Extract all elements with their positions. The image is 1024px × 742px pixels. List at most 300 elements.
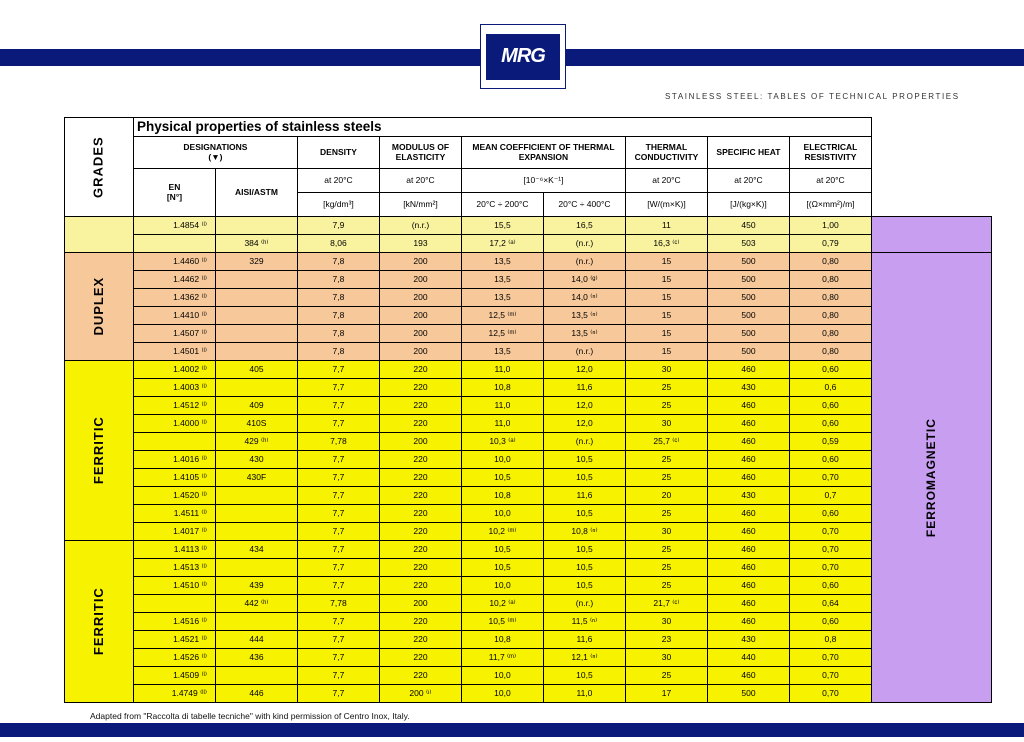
conductivity-header: THERMAL CONDUCTIVITY	[625, 137, 707, 169]
designations-header: DESIGNATIONS (▼)	[133, 137, 297, 169]
cell-exp400: 12,1 ⁽ⁿ⁾	[543, 649, 625, 667]
cell-conductivity: 25	[625, 577, 707, 595]
cell-density: 7,8	[297, 271, 379, 289]
cell-specific-heat: 460	[707, 451, 789, 469]
cell-exp200: 13,5	[461, 271, 543, 289]
cell-exp400: (n.r.)	[543, 253, 625, 271]
cell-density: 7,7	[297, 559, 379, 577]
cell-specific-heat: 460	[707, 667, 789, 685]
cell-en: 1.4520 ⁽ˡ⁾	[133, 487, 215, 505]
ferromagnetic-column	[871, 253, 991, 703]
cell-density: 7,78	[297, 595, 379, 613]
table-row	[65, 235, 992, 253]
cell-exp200: 10,0	[461, 505, 543, 523]
cell-conductivity: 17	[625, 685, 707, 703]
table-row	[65, 307, 992, 325]
cell-density: 7,7	[297, 415, 379, 433]
cell-density: 7,7	[297, 397, 379, 415]
cell-exp400: 11,6	[543, 631, 625, 649]
cell-conductivity: 15	[625, 289, 707, 307]
cell-resistivity: 0,80	[789, 343, 871, 361]
grade-group-label: FERRITIC	[90, 416, 106, 485]
cell-aisi	[215, 559, 297, 577]
table-row	[65, 541, 992, 559]
cell-resistivity: 0,60	[789, 613, 871, 631]
cell-aisi: 436	[215, 649, 297, 667]
specific-heat-unit: [J/(kg×K)]	[707, 193, 789, 217]
cell-aisi	[215, 217, 297, 235]
mrg-logo	[480, 24, 566, 89]
cell-exp200: 10,0	[461, 685, 543, 703]
cell-resistivity: 0,70	[789, 469, 871, 487]
table-row	[65, 631, 992, 649]
cell-conductivity: 25	[625, 559, 707, 577]
grade-group-label: FERRITIC	[90, 587, 106, 656]
table-row	[65, 325, 992, 343]
cell-en: 1.4462 ⁽ˡ⁾	[133, 271, 215, 289]
cell-exp200: 10,8	[461, 379, 543, 397]
cell-exp200: 12,5 ⁽ᵐ⁾	[461, 307, 543, 325]
cell-en: 1.4002 ⁽ˡ⁾	[133, 361, 215, 379]
cell-exp400: 10,8 ⁽ⁿ⁾	[543, 523, 625, 541]
cell-en: 1.4105 ⁽ˡ⁾	[133, 469, 215, 487]
cell-density: 7,78	[297, 433, 379, 451]
table-row	[65, 685, 992, 703]
cell-specific-heat: 500	[707, 271, 789, 289]
modulus-temp: at 20°C	[379, 169, 461, 193]
cell-resistivity: 0,70	[789, 667, 871, 685]
cell-resistivity: 0,79	[789, 235, 871, 253]
cell-modulus: 200	[379, 253, 461, 271]
density-unit: [kg/dm³]	[297, 193, 379, 217]
cell-modulus: 200	[379, 271, 461, 289]
cell-exp200: 11,0	[461, 415, 543, 433]
cell-exp200: 11,0	[461, 397, 543, 415]
cell-resistivity: 0,59	[789, 433, 871, 451]
cell-aisi: 405	[215, 361, 297, 379]
table-row	[65, 343, 992, 361]
cell-specific-heat: 500	[707, 289, 789, 307]
table-row	[65, 253, 992, 271]
cell-conductivity: 15	[625, 271, 707, 289]
cell-en: 1.4460 ⁽ˡ⁾	[133, 253, 215, 271]
table-row	[65, 271, 992, 289]
table-row	[65, 649, 992, 667]
cell-aisi: 384 ⁽ʰ⁾	[215, 235, 297, 253]
cell-modulus: 200	[379, 325, 461, 343]
cell-resistivity: 0,8	[789, 631, 871, 649]
cell-resistivity: 1,00	[789, 217, 871, 235]
cell-resistivity: 0,60	[789, 577, 871, 595]
cell-resistivity: 0,70	[789, 559, 871, 577]
cell-resistivity: 0,80	[789, 307, 871, 325]
cell-en: 1.4526 ⁽ˡ⁾	[133, 649, 215, 667]
cell-specific-heat: 500	[707, 307, 789, 325]
cell-modulus: 200	[379, 289, 461, 307]
cell-modulus: 220	[379, 541, 461, 559]
cell-resistivity: 0,60	[789, 361, 871, 379]
table-row	[65, 217, 992, 235]
logo-mark	[486, 34, 560, 80]
cell-exp400: 12,0	[543, 415, 625, 433]
cell-modulus: 220	[379, 649, 461, 667]
cell-density: 7,7	[297, 541, 379, 559]
resistivity-header: ELECTRICAL RESISTIVITY	[789, 137, 871, 169]
cell-density: 7,8	[297, 253, 379, 271]
cell-specific-heat: 460	[707, 433, 789, 451]
cell-specific-heat: 440	[707, 649, 789, 667]
cell-conductivity: 25	[625, 397, 707, 415]
cell-specific-heat: 430	[707, 487, 789, 505]
cell-exp200: 10,0	[461, 667, 543, 685]
en-header: EN [N°]	[133, 169, 215, 217]
cell-aisi: 429 ⁽ʰ⁾	[215, 433, 297, 451]
cell-specific-heat: 460	[707, 595, 789, 613]
cell-conductivity: 16,3 ⁽ᶜ⁾	[625, 235, 707, 253]
grade-group-ferritic-b	[65, 541, 134, 703]
thermal-expansion-header: MEAN COEFFICIENT OF THERMAL EXPANSION	[461, 137, 625, 169]
cell-exp200: 11,7 ⁽ᵐ⁾	[461, 649, 543, 667]
cell-resistivity: 0,70	[789, 523, 871, 541]
cell-exp400: 10,5	[543, 667, 625, 685]
cell-exp400: 13,5 ⁽ⁿ⁾	[543, 325, 625, 343]
modulus-unit: [kN/mm²]	[379, 193, 461, 217]
cell-exp400: (n.r.)	[543, 235, 625, 253]
conductivity-temp: at 20°C	[625, 169, 707, 193]
cell-specific-heat: 460	[707, 541, 789, 559]
cell-exp400: (n.r.)	[543, 595, 625, 613]
cell-exp200: 13,5	[461, 253, 543, 271]
cell-resistivity: 0,60	[789, 397, 871, 415]
cell-modulus: 220	[379, 379, 461, 397]
thermal-exp-unit: [10⁻⁶×K⁻¹]	[461, 169, 625, 193]
cell-specific-heat: 500	[707, 685, 789, 703]
cell-specific-heat: 460	[707, 505, 789, 523]
cell-aisi	[215, 343, 297, 361]
cell-exp400: 10,5	[543, 559, 625, 577]
table-row	[65, 469, 992, 487]
table-row	[65, 361, 992, 379]
cell-conductivity: 15	[625, 307, 707, 325]
cell-density: 7,7	[297, 451, 379, 469]
table-title: Physical properties of stainless steels	[133, 118, 871, 137]
cell-aisi	[215, 505, 297, 523]
cell-exp200: 17,2 ⁽ᵃ⁾	[461, 235, 543, 253]
cell-aisi	[215, 613, 297, 631]
cell-aisi: 446	[215, 685, 297, 703]
logo-text: MRG	[501, 45, 545, 67]
cell-density: 7,7	[297, 577, 379, 595]
cell-exp400: 14,0 ⁽ᵍ⁾	[543, 271, 625, 289]
cell-exp200: 10,0	[461, 451, 543, 469]
cell-aisi: 410S	[215, 415, 297, 433]
grade-group-duplex	[65, 253, 134, 361]
cell-aisi: 430F	[215, 469, 297, 487]
conductivity-unit: [W/(m×K)]	[625, 193, 707, 217]
cell-exp400: 12,0	[543, 397, 625, 415]
cell-en: 1.4016 ⁽ˡ⁾	[133, 451, 215, 469]
cell-density: 7,7	[297, 361, 379, 379]
cell-conductivity: 21,7 ⁽ᶜ⁾	[625, 595, 707, 613]
cell-specific-heat: 430	[707, 631, 789, 649]
cell-density: 7,7	[297, 613, 379, 631]
cell-exp200: 10,5	[461, 469, 543, 487]
specific-heat-temp: at 20°C	[707, 169, 789, 193]
cell-exp400: 12,0	[543, 361, 625, 379]
cell-density: 7,7	[297, 379, 379, 397]
cell-specific-heat: 460	[707, 523, 789, 541]
cell-modulus: 220	[379, 397, 461, 415]
cell-exp400: 16,5	[543, 217, 625, 235]
cell-density: 7,8	[297, 289, 379, 307]
cell-conductivity: 30	[625, 613, 707, 631]
cell-conductivity: 30	[625, 649, 707, 667]
cell-en: 1.4017 ⁽ˡ⁾	[133, 523, 215, 541]
table-row	[65, 379, 992, 397]
cell-aisi	[215, 307, 297, 325]
cell-density: 7,7	[297, 667, 379, 685]
cell-exp200: 10,3 ⁽ᵃ⁾	[461, 433, 543, 451]
cell-en: 1.4511 ⁽ˡ⁾	[133, 505, 215, 523]
cell-aisi	[215, 379, 297, 397]
cell-en: 1.4513 ⁽ˡ⁾	[133, 559, 215, 577]
cell-modulus: 200	[379, 343, 461, 361]
cell-modulus: 220	[379, 505, 461, 523]
cell-exp400: 10,5	[543, 541, 625, 559]
table-row	[65, 613, 992, 631]
cell-specific-heat: 460	[707, 415, 789, 433]
grade-group-label: DUPLEX	[90, 277, 106, 336]
cell-aisi: 430	[215, 451, 297, 469]
cell-conductivity: 25	[625, 667, 707, 685]
cell-modulus: 220	[379, 361, 461, 379]
cell-en: 1.4000 ⁽ˡ⁾	[133, 415, 215, 433]
cell-conductivity: 25	[625, 541, 707, 559]
cell-specific-heat: 450	[707, 217, 789, 235]
cell-density: 7,7	[297, 649, 379, 667]
cell-exp400: 13,5 ⁽ⁿ⁾	[543, 307, 625, 325]
cell-conductivity: 15	[625, 325, 707, 343]
cell-modulus: 220	[379, 487, 461, 505]
cell-exp400: 14,0 ⁽ⁿ⁾	[543, 289, 625, 307]
cell-en: 1.4501 ⁽ˡ⁾	[133, 343, 215, 361]
cell-resistivity: 0,70	[789, 541, 871, 559]
cell-density: 7,8	[297, 307, 379, 325]
cell-conductivity: 30	[625, 361, 707, 379]
cell-en: 1.4854 ⁽ˡ⁾	[133, 217, 215, 235]
cell-exp200: 12,5 ⁽ᵐ⁾	[461, 325, 543, 343]
cell-density: 7,9	[297, 217, 379, 235]
cell-en: 1.4509 ⁽ˡ⁾	[133, 667, 215, 685]
cell-modulus: 200	[379, 433, 461, 451]
cell-modulus: 220	[379, 631, 461, 649]
cell-specific-heat: 460	[707, 469, 789, 487]
table-row	[65, 487, 992, 505]
cell-aisi	[215, 271, 297, 289]
cell-en: 1.4749 ⁽ˡˡ⁾	[133, 685, 215, 703]
cell-modulus: 220	[379, 451, 461, 469]
cell-conductivity: 20	[625, 487, 707, 505]
cell-specific-heat: 460	[707, 361, 789, 379]
cell-en: 1.4516 ⁽ˡ⁾	[133, 613, 215, 631]
cell-aisi	[215, 523, 297, 541]
cell-exp200: 10,5 ⁽ᵐ⁾	[461, 613, 543, 631]
table-row	[65, 451, 992, 469]
cell-density: 7,8	[297, 325, 379, 343]
cell-density: 7,7	[297, 487, 379, 505]
cell-resistivity: 0,80	[789, 325, 871, 343]
cell-density: 7,7	[297, 505, 379, 523]
cell-modulus: 220	[379, 523, 461, 541]
cell-specific-heat: 460	[707, 559, 789, 577]
cell-modulus: 200	[379, 595, 461, 613]
cell-resistivity: 0,70	[789, 685, 871, 703]
cell-density: 7,7	[297, 685, 379, 703]
cell-resistivity: 0,64	[789, 595, 871, 613]
cell-aisi: 439	[215, 577, 297, 595]
cell-conductivity: 25,7 ⁽ᶜ⁾	[625, 433, 707, 451]
cell-exp200: 10,5	[461, 541, 543, 559]
cell-resistivity: 0,60	[789, 415, 871, 433]
cell-en: 1.4410 ⁽ˡ⁾	[133, 307, 215, 325]
footer-band	[0, 723, 1024, 737]
cell-exp400: (n.r.)	[543, 433, 625, 451]
cell-conductivity: 15	[625, 343, 707, 361]
cell-exp400: 10,5	[543, 505, 625, 523]
cell-aisi	[215, 487, 297, 505]
table-row	[65, 595, 992, 613]
resistivity-unit: [(Ω×mm²)/m]	[789, 193, 871, 217]
cell-conductivity: 23	[625, 631, 707, 649]
table-row	[65, 667, 992, 685]
grades-label: GRADES	[90, 136, 106, 198]
cell-en: 1.4521 ⁽ˡ⁾	[133, 631, 215, 649]
cell-aisi	[215, 325, 297, 343]
ferromagnetic-label: FERROMAGNETIC	[923, 418, 938, 537]
cell-specific-heat: 460	[707, 577, 789, 595]
grades-header	[65, 118, 134, 217]
cell-modulus: 200 ⁽ᶦ⁾	[379, 685, 461, 703]
header-caption: STAINLESS STEEL: TABLES OF TECHNICAL PROPERTIES	[665, 92, 960, 101]
cell-density: 7,7	[297, 469, 379, 487]
cell-aisi	[215, 289, 297, 307]
cell-conductivity: 11	[625, 217, 707, 235]
cell-modulus: 200	[379, 307, 461, 325]
cell-modulus: 220	[379, 559, 461, 577]
cell-exp400: 11,5 ⁽ⁿ⁾	[543, 613, 625, 631]
cell-en: 1.4362 ⁽ˡ⁾	[133, 289, 215, 307]
cell-exp200: 10,2 ⁽ᵃ⁾	[461, 595, 543, 613]
cell-resistivity: 0,60	[789, 505, 871, 523]
cell-exp400: 11,6	[543, 379, 625, 397]
cell-exp400: 11,0	[543, 685, 625, 703]
table-row	[65, 433, 992, 451]
cell-conductivity: 25	[625, 469, 707, 487]
table-row	[65, 559, 992, 577]
cell-conductivity: 15	[625, 253, 707, 271]
cell-specific-heat: 503	[707, 235, 789, 253]
cell-specific-heat: 500	[707, 343, 789, 361]
cell-resistivity: 0,80	[789, 253, 871, 271]
cell-aisi: 444	[215, 631, 297, 649]
cell-density: 7,7	[297, 631, 379, 649]
grade-group-austenitic	[65, 217, 134, 253]
cell-en	[133, 235, 215, 253]
side-strip-top	[871, 217, 991, 253]
cell-exp400: 10,5	[543, 469, 625, 487]
cell-conductivity: 30	[625, 523, 707, 541]
grade-group-ferritic-a	[65, 361, 134, 541]
table-row	[65, 397, 992, 415]
aisi-header: AISI/ASTM	[215, 169, 297, 217]
cell-resistivity: 0,70	[789, 649, 871, 667]
cell-modulus: 220	[379, 613, 461, 631]
table-row	[65, 523, 992, 541]
cell-en: 1.4507 ⁽ˡ⁾	[133, 325, 215, 343]
modulus-header: MODULUS OF ELASTICITY	[379, 137, 461, 169]
cell-modulus: 220	[379, 577, 461, 595]
cell-exp200: 11,0	[461, 361, 543, 379]
table-row	[65, 577, 992, 595]
cell-exp200: 10,8	[461, 631, 543, 649]
cell-modulus: (n.r.)	[379, 217, 461, 235]
cell-density: 8,06	[297, 235, 379, 253]
cell-exp200: 15,5	[461, 217, 543, 235]
cell-aisi: 409	[215, 397, 297, 415]
cell-specific-heat: 430	[707, 379, 789, 397]
footer-note: Adapted from "Raccolta di tabelle tecniche" with kind permission of Centro Inox, Italy.	[90, 711, 410, 721]
cell-specific-heat: 500	[707, 253, 789, 271]
cell-density: 7,7	[297, 523, 379, 541]
cell-aisi: 434	[215, 541, 297, 559]
cell-resistivity: 0,6	[789, 379, 871, 397]
cell-resistivity: 0,80	[789, 271, 871, 289]
cell-en	[133, 595, 215, 613]
table-row	[65, 415, 992, 433]
cell-resistivity: 0,60	[789, 451, 871, 469]
thermal-range-400: 20°C ÷ 400°C	[543, 193, 625, 217]
cell-en: 1.4512 ⁽ˡ⁾	[133, 397, 215, 415]
cell-conductivity: 25	[625, 451, 707, 469]
cell-exp200: 10,8	[461, 487, 543, 505]
cell-specific-heat: 460	[707, 397, 789, 415]
density-temp: at 20°C	[297, 169, 379, 193]
cell-exp400: 11,6	[543, 487, 625, 505]
cell-resistivity: 0,80	[789, 289, 871, 307]
cell-specific-heat: 460	[707, 613, 789, 631]
thermal-range-200: 20°C ÷ 200°C	[461, 193, 543, 217]
cell-en: 1.4510 ⁽ˡ⁾	[133, 577, 215, 595]
specific-heat-header: SPECIFIC HEAT	[707, 137, 789, 169]
properties-table	[64, 117, 992, 703]
cell-exp400: 10,5	[543, 577, 625, 595]
cell-conductivity: 25	[625, 505, 707, 523]
cell-density: 7,8	[297, 343, 379, 361]
cell-aisi: 442 ⁽ʰ⁾	[215, 595, 297, 613]
cell-modulus: 220	[379, 415, 461, 433]
cell-modulus: 220	[379, 469, 461, 487]
cell-exp400: 10,5	[543, 451, 625, 469]
cell-exp200: 10,0	[461, 577, 543, 595]
cell-modulus: 193	[379, 235, 461, 253]
cell-conductivity: 25	[625, 379, 707, 397]
cell-exp200: 13,5	[461, 289, 543, 307]
cell-resistivity: 0,7	[789, 487, 871, 505]
resistivity-temp: at 20°C	[789, 169, 871, 193]
cell-en	[133, 433, 215, 451]
table-row	[65, 289, 992, 307]
cell-exp200: 10,2 ⁽ᵐ⁾	[461, 523, 543, 541]
